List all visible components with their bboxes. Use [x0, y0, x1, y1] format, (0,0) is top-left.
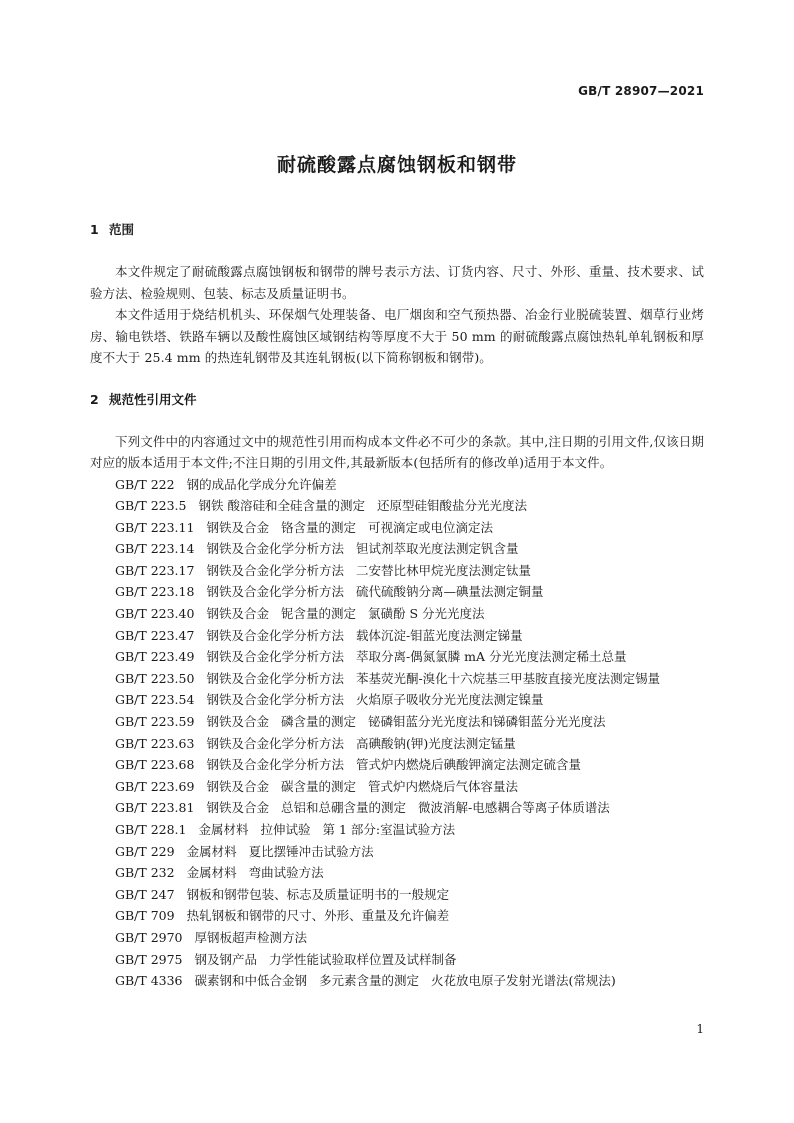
normative-reference-list	[90, 474, 704, 992]
reference-code: GB/T 223.40	[115, 606, 195, 622]
reference-title-part: 二安替比林甲烷光度法测定钛量	[355, 562, 531, 578]
page-number: 1	[696, 1022, 704, 1036]
section-title: 范围	[109, 222, 135, 237]
reference-title-part: 管式炉内燃烧后气体容量法	[367, 778, 518, 794]
reference-title-part: 管式炉内燃烧后碘酸钾滴定法测定硫含量	[355, 757, 581, 773]
scope-paragraph: 本文件规定了耐硫酸露点腐蚀钢板和钢带的牌号表示方法、订货内容、尺寸、外形、重量、技术要求、试验方法、检验规则、包装、标志及质量证明书。	[90, 264, 704, 301]
section-title: 规范性引用文件	[109, 391, 197, 407]
reference-code: GB/T 223.14	[115, 541, 195, 557]
reference-code: GB/T 232	[115, 865, 175, 881]
reference-title-part: 弯曲试验方法	[248, 865, 324, 881]
reference-item	[90, 495, 704, 517]
reference-item	[90, 754, 704, 776]
reference-code: GB/T 223.11	[115, 519, 195, 535]
reference-title-part: 钢铁及合金化学分析方法	[206, 692, 344, 708]
reference-item	[90, 689, 704, 711]
reference-code: GB/T 223.5	[115, 498, 187, 514]
document-title: 耐硫酸露点腐蚀钢板和钢带	[276, 154, 517, 176]
scope-paragraph: 本文件适用于烧结机机头、环保烟气处理装备、电厂烟囱和空气预热器、冶金行业脱硫装置、烟草行业烤房、输电铁塔、铁路车辆以及酸性腐蚀区域钢结构等厚度不大于 50 mm 的耐硫酸露点腐蚀热轧单轧钢板和厚度不大于 25.4 mm 的热连轧钢带及其连轧钢板(以下简称钢板和钢带)。	[90, 307, 704, 365]
section-number: 2	[90, 391, 99, 407]
reference-title-part: 微波消解-电感耦合等离子体质谱法	[417, 800, 610, 816]
reference-code: GB/T 247	[115, 886, 175, 902]
reference-code: GB/T 223.49	[115, 649, 195, 665]
reference-title-part: 铌含量的测定	[280, 606, 356, 622]
reference-item	[90, 776, 704, 798]
reference-title-part: 火花放电原子发射光谱法(常规法)	[431, 973, 616, 989]
reference-title-part: 钢铁及合金化学分析方法	[206, 562, 344, 578]
reference-item	[90, 841, 704, 863]
reference-code: GB/T 2970	[115, 929, 183, 945]
section-1-heading	[90, 222, 704, 238]
reference-title-part: 夏比摆锤冲击试验方法	[248, 843, 374, 859]
reference-title-part: 钢铁及合金	[206, 519, 269, 535]
reference-title-part: 钢铁及合金化学分析方法	[206, 670, 344, 686]
reference-title-part: 钢铁及合金化学分析方法	[206, 757, 344, 773]
reference-title-part: 金属材料	[198, 822, 249, 837]
reference-code: GB/T 223.47	[115, 627, 195, 643]
reference-title-part: 第 1 部分:室温试验方法	[322, 822, 456, 837]
reference-item	[90, 668, 704, 690]
reference-code: GB/T 223.63	[115, 735, 195, 751]
reference-title-part: 碳素钢和中低合金钢	[194, 973, 308, 989]
reference-title-part: 可视滴定或电位滴定法	[367, 519, 493, 535]
reference-title-part: 碳含量的测定	[280, 778, 356, 794]
reference-title-part: 钢铁及合金	[206, 606, 269, 622]
reference-title-part: 钢铁及合金化学分析方法	[206, 735, 344, 751]
reference-code: GB/T 223.50	[115, 670, 195, 686]
reference-title-part: 载体沉淀-钼蓝光度法测定锑量	[355, 627, 523, 643]
reference-title-part: 钢铁及合金化学分析方法	[206, 541, 344, 557]
reference-item	[90, 733, 704, 755]
reference-title-part: 磷含量的测定	[280, 714, 356, 730]
reference-item	[90, 538, 704, 560]
reference-title-part: 氯磺酚 S 分光光度法	[367, 606, 485, 622]
reference-item	[90, 474, 704, 496]
reference-title-part: 力学性能试验取样位置及试样制备	[269, 951, 457, 967]
references-intro-paragraph: 下列文件中的内容通过文中的规范性引用而构成本文件必不可少的条款。其中,注日期的引用文件,仅该日期对应的版本适用于本文件;不注日期的引用文件,其最新版本(包括所有的修改单)适用于本文件。	[90, 433, 704, 470]
reference-code: GB/T 222	[115, 476, 175, 492]
reference-item	[90, 711, 704, 733]
reference-title-part: 铋磷钼蓝分光光度法和锑磷钼蓝分光光度法	[367, 714, 606, 730]
reference-title-part: 高碘酸钠(钾)光度法测定锰量	[355, 735, 516, 751]
reference-code: GB/T 223.17	[115, 562, 195, 578]
reference-code: GB/T 223.68	[115, 757, 195, 773]
reference-code: GB/T 223.59	[115, 714, 195, 730]
reference-title-part: 钢铁及合金	[206, 778, 269, 794]
reference-title-part: 钢的成品化学成分允许偏差	[186, 476, 337, 492]
reference-code: GB/T 223.18	[115, 584, 195, 600]
reference-item	[90, 927, 704, 949]
reference-title-part: 钢板和钢带包装、标志及质量证明书的一般规定	[186, 886, 450, 902]
reference-title-part: 厚钢板超声检测方法	[194, 929, 308, 945]
reference-title-part: 还原型硅钼酸盐分光光度法	[376, 498, 527, 514]
section-2-heading	[90, 392, 704, 408]
section-number: 1	[90, 222, 99, 237]
reference-title-part: 总铝和总硼含量的测定	[280, 800, 406, 816]
reference-title-part: 钽试剂萃取光度法测定钒含量	[355, 541, 519, 557]
reference-title-part: 金属材料	[186, 843, 237, 859]
reference-title-part: 多元素含量的测定	[319, 973, 420, 989]
reference-item	[90, 646, 704, 668]
reference-item	[90, 517, 704, 539]
reference-code: GB/T 223.81	[115, 800, 195, 816]
reference-title-part: 热轧钢板和钢带的尺寸、外形、重量及允许偏差	[186, 908, 450, 924]
reference-item	[90, 797, 704, 819]
reference-title-part: 钢铁及合金	[206, 714, 269, 730]
reference-title-part: 钢及钢产品	[194, 951, 258, 967]
reference-item	[90, 949, 704, 971]
reference-item	[90, 862, 704, 884]
reference-code: GB/T 4336	[115, 973, 183, 989]
reference-title-part: 钢铁及合金	[206, 800, 269, 816]
reference-code: GB/T 228.1	[115, 822, 187, 837]
reference-title-part: 金属材料	[186, 865, 237, 881]
reference-title-part: 钢铁及合金化学分析方法	[206, 649, 344, 665]
reference-item	[90, 625, 704, 647]
standard-code: GB/T 28907—2021	[578, 84, 704, 98]
reference-item	[90, 819, 704, 841]
reference-item	[90, 905, 704, 927]
reference-item	[90, 884, 704, 906]
reference-title-part: 萃取分离-偶氮氯膦 mA 分光光度法测定稀土总量	[355, 649, 627, 665]
reference-title-part: 钢铁及合金化学分析方法	[206, 584, 344, 600]
reference-code: GB/T 709	[115, 908, 175, 924]
reference-code: GB/T 223.69	[115, 778, 195, 794]
reference-item	[90, 581, 704, 603]
reference-item	[90, 970, 704, 992]
reference-item	[90, 560, 704, 582]
document-body	[90, 222, 704, 992]
reference-title-part: 钢铁 酸溶硅和全硅含量的测定	[198, 498, 365, 514]
reference-title-part: 钢铁及合金化学分析方法	[206, 627, 344, 643]
reference-code: GB/T 2975	[115, 951, 183, 967]
reference-title-part: 火焰原子吸收分光光度法测定镍量	[355, 692, 544, 708]
reference-title-part: 拉伸试验	[260, 822, 311, 837]
reference-title-part: 苯基荧光酮-溴化十六烷基三甲基胺直接光度法测定锡量	[355, 670, 661, 686]
reference-code: GB/T 223.54	[115, 692, 195, 708]
reference-title-part: 铬含量的测定	[280, 519, 356, 535]
reference-title-part: 硫代硫酸钠分离—碘量法测定铜量	[355, 584, 544, 600]
reference-code: GB/T 229	[115, 843, 175, 859]
reference-item	[90, 603, 704, 625]
